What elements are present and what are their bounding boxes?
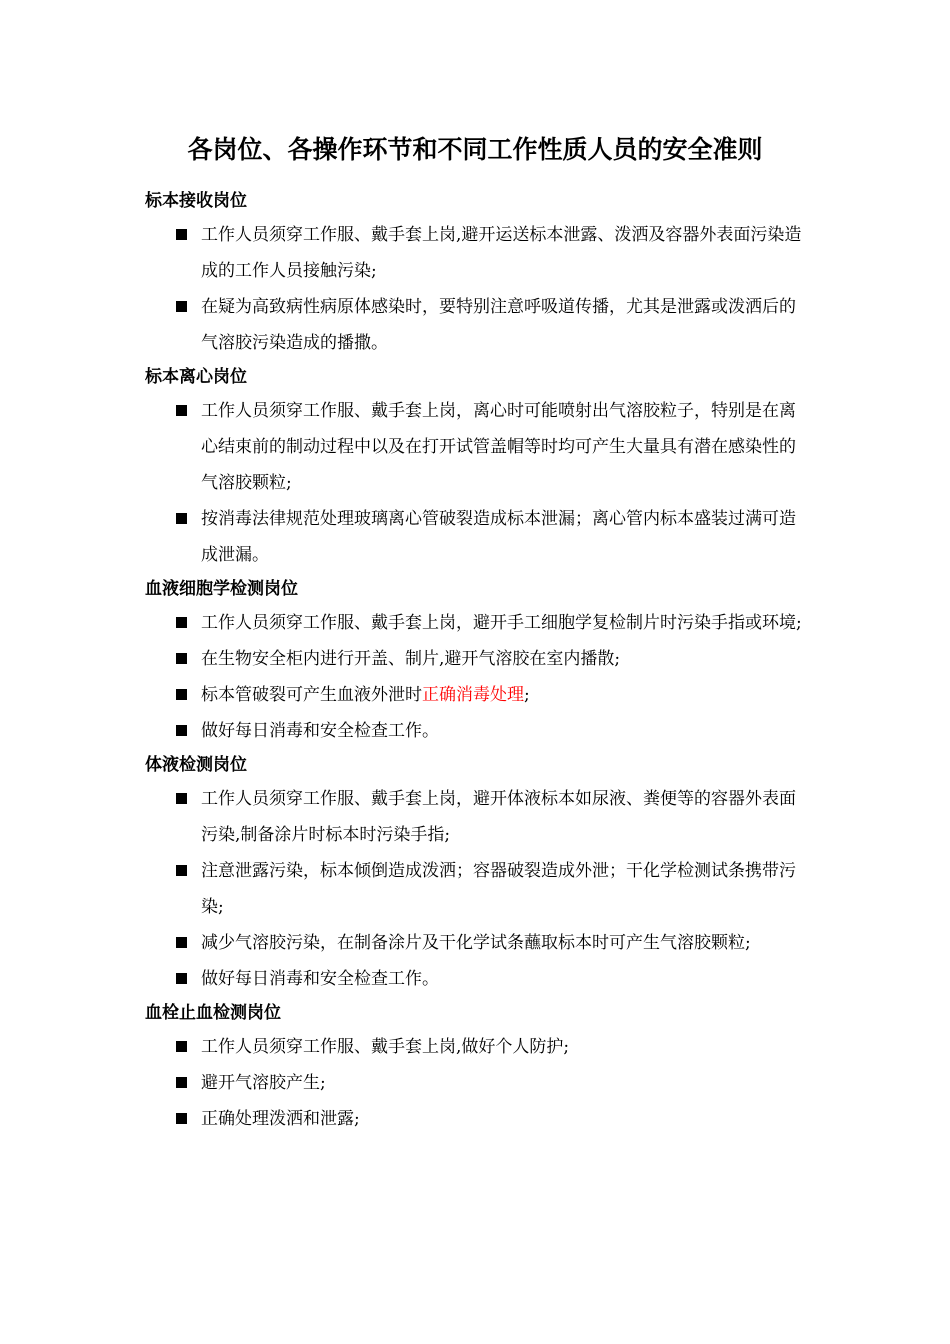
square-bullet-icon [176,1113,187,1124]
list-item [145,925,807,961]
section-hematology [145,573,807,749]
list-item [145,1101,807,1137]
section-centrifuge [145,361,807,573]
list-item-text: 工作人员须穿工作服、戴手套上岗，避开体液标本如尿液、粪便等的容器外表面污染,制备涂片时标本时污染手指; [201,789,796,845]
square-bullet-icon [176,793,187,804]
square-bullet-icon [176,725,187,736]
list-item-text: 工作人员须穿工作服、戴手套上岗，避开手工细胞学复检制片时污染手指或环境; [201,613,802,633]
square-bullet-icon [176,653,187,664]
bullet-list [145,393,807,573]
square-bullet-icon [176,865,187,876]
list-item-text: 注意泄露污染，标本倾倒造成泼洒；容器破裂造成外泄；干化学检测试条携带污染; [201,861,796,917]
list-item [145,961,807,997]
list-item-text: 工作人员须穿工作服、戴手套上岗,做好个人防护; [201,1037,570,1057]
bullet-list [145,217,807,361]
list-item-text: 减少气溶胶污染，在制备涂片及干化学试条蘸取标本时可产生气溶胶颗粒; [201,933,751,953]
square-bullet-icon [176,301,187,312]
list-item [145,1065,807,1101]
list-item-text: 标本管破裂可产生血液外泄时 [201,685,422,705]
list-item [145,605,807,641]
list-item-text: 在生物安全柜内进行开盖、制片,避开气溶胶在室内播散; [201,649,621,669]
list-item [145,501,807,573]
section-heading: 标本离心岗位 [145,367,247,387]
square-bullet-icon [176,973,187,984]
page-title: 各岗位、各操作环节和不同工作性质人员的安全准则 [187,135,763,164]
list-item [145,677,807,713]
square-bullet-icon [176,1077,187,1088]
list-item-text: 按消毒法律规范处理玻璃离心管破裂造成标本泄漏；离心管内标本盛装过满可造成泄漏。 [201,509,796,565]
section-heading: 体液检测岗位 [145,755,247,775]
list-item [145,781,807,853]
square-bullet-icon [176,229,187,240]
list-item [145,1029,807,1065]
list-item [145,217,807,289]
square-bullet-icon [176,513,187,524]
list-item-text: 工作人员须穿工作服、戴手套上岗,避开运送标本泄露、泼洒及容器外表面污染造成的工作人员接触污染; [201,225,802,281]
list-item-suffix: ; [524,685,530,705]
square-bullet-icon [176,617,187,628]
list-item [145,853,807,925]
list-item-text: 在疑为高致病性病原体感染时，要特别注意呼吸道传播，尤其是泄露或泼洒后的气溶胶污染造成的播撒。 [201,297,796,353]
list-item [145,393,807,501]
bullet-list [145,605,807,749]
bullet-list [145,781,807,997]
bullet-list [145,1029,807,1137]
list-item-text: 做好每日消毒和安全检查工作。 [201,721,439,741]
square-bullet-icon [176,689,187,700]
square-bullet-icon [176,1041,187,1052]
section-hemostasis [145,997,807,1137]
document-body [145,185,807,1137]
highlight-text: 正确消毒处理 [422,685,524,705]
list-item-text: 正确处理泼洒和泄露; [201,1109,360,1129]
list-item [145,641,807,677]
square-bullet-icon [176,405,187,416]
list-item-text: 避开气溶胶产生; [201,1073,326,1093]
section-heading: 标本接收岗位 [145,191,247,211]
list-item [145,713,807,749]
section-body-fluid [145,749,807,997]
square-bullet-icon [176,937,187,948]
list-item [145,289,807,361]
section-heading: 血栓止血检测岗位 [145,1003,281,1023]
section-heading: 血液细胞学检测岗位 [145,579,298,599]
list-item-text: 做好每日消毒和安全检查工作。 [201,969,439,989]
list-item-text: 工作人员须穿工作服、戴手套上岗，离心时可能喷射出气溶胶粒子，特别是在离心结束前的制动过程中以及在打开试管盖帽等时均可产生大量具有潜在感染性的气溶胶颗粒; [201,401,796,493]
section-specimen-reception [145,185,807,361]
